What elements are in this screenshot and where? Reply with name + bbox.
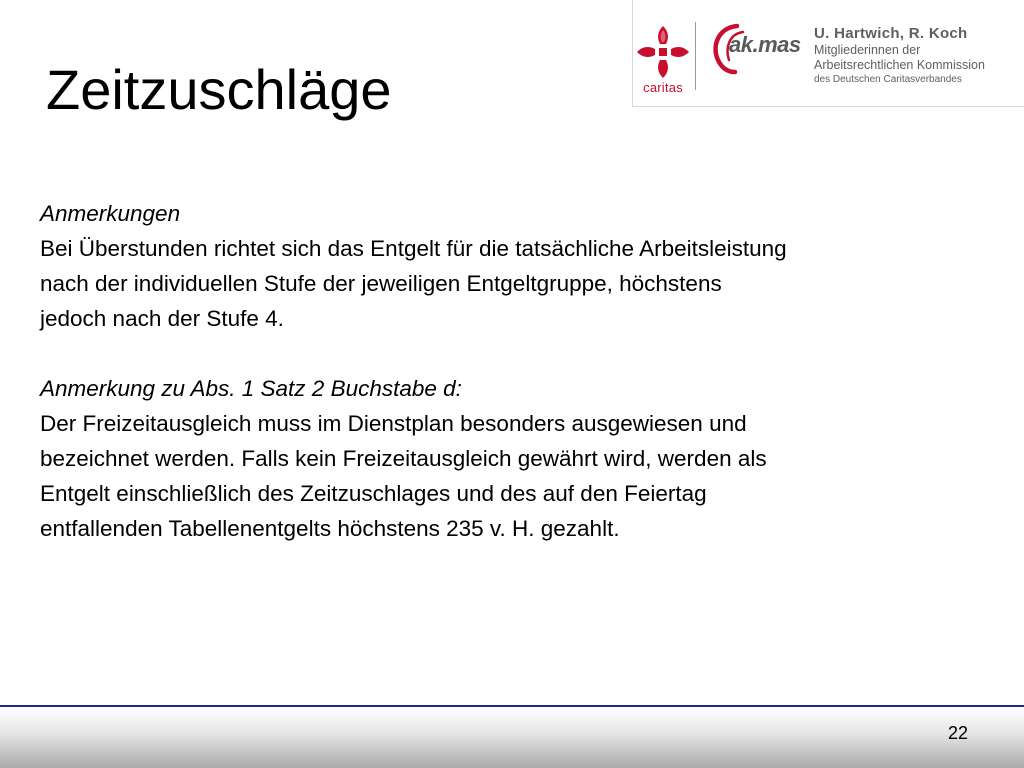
brand-text-block (814, 24, 1020, 86)
author-names: U. Hartwich, R. Koch (814, 25, 968, 42)
body-line: Der Freizeitausgleich muss im Dienstplan besonders ausgewiesen und (40, 411, 747, 436)
brand-divider (695, 22, 696, 90)
footer-bar (0, 707, 1024, 768)
branding-header (632, 0, 1024, 107)
section-heading-anmerkungen: Anmerkungen (40, 201, 181, 226)
page-number: 22 (947, 723, 968, 743)
body-line: entfallenden Tabellenentgelts höchstens 235 v. H. gezahlt. (40, 516, 620, 541)
slide-title: Zeitzuschläge (46, 58, 392, 121)
body-line: nach der individuellen Stufe der jeweiligen Entgeltgruppe, höchstens (40, 271, 722, 296)
brand-line-2: Arbeitsrechtlichen Kommission (814, 58, 985, 72)
caritas-wordmark: caritas (643, 80, 683, 95)
slide-body (40, 196, 1000, 546)
section-heading-anmerkung-abs1: Anmerkung zu Abs. 1 Satz 2 Buchstabe d: (40, 376, 462, 401)
akmas-wordmark: ak.mas (729, 32, 801, 57)
paragraph-gap (40, 336, 1000, 371)
body-line: Bei Überstunden richtet sich das Entgelt für die tatsächliche Arbeitsleistung (40, 236, 787, 261)
body-line: bezeichnet werden. Falls kein Freizeitausgleich gewährt wird, werden als (40, 446, 767, 471)
body-line: Entgelt einschließlich des Zeitzuschlages und des auf den Feiertag (40, 481, 707, 506)
caritas-logo-icon (633, 22, 693, 94)
brand-line-3: des Deutschen Caritasverbandes (814, 74, 962, 85)
body-line: jedoch nach der Stufe 4. (40, 306, 284, 331)
brand-line-1: Mitgliederinnen der (814, 43, 921, 57)
